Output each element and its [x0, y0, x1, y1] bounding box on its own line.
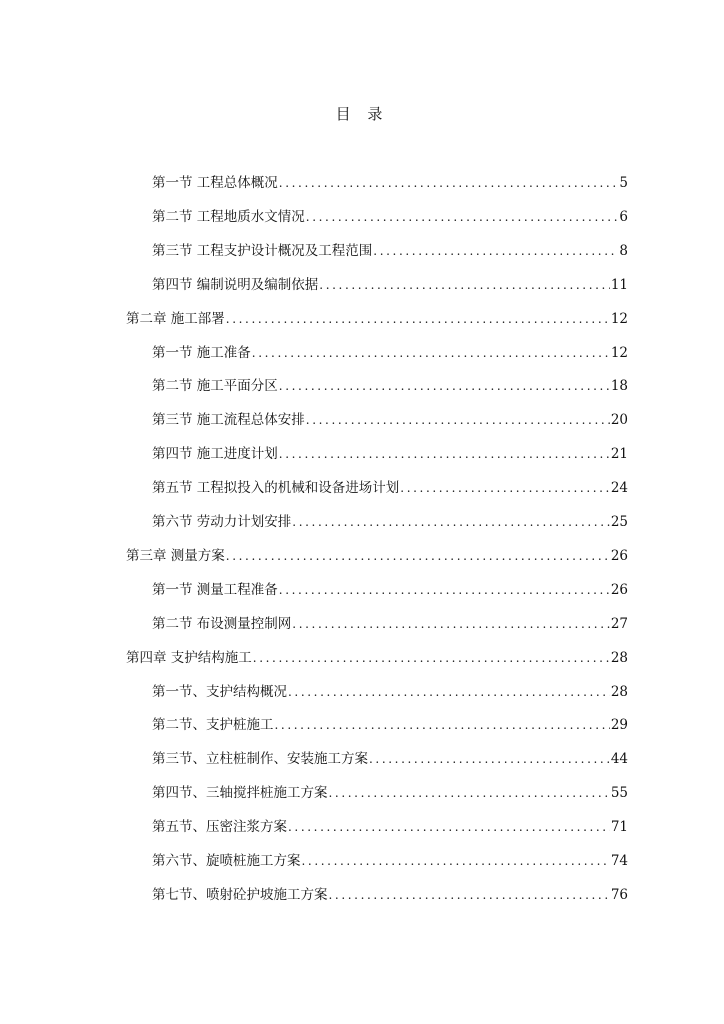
toc-section-entry[interactable] — [152, 478, 628, 498]
toc-page-number: 6 — [619, 209, 628, 225]
toc-dot-leader — [373, 241, 617, 261]
toc-entry-text: 第一节 施工准备 — [152, 345, 251, 361]
toc-section-entry[interactable] — [152, 343, 628, 363]
toc-section-entry[interactable] — [152, 783, 628, 803]
toc-section-entry[interactable] — [152, 851, 628, 871]
toc-page-number: 76 — [610, 887, 628, 903]
toc-entry-text: 第四节、三轴搅拌桩施工方案 — [152, 785, 328, 801]
toc-entry-text: 第二节 工程地质水文情况 — [152, 209, 305, 225]
toc-section-entry[interactable] — [152, 682, 628, 702]
toc-section-entry[interactable] — [152, 715, 628, 735]
toc-entry-text: 第二章 施工部署 — [126, 311, 225, 327]
toc-page-number: 12 — [610, 345, 628, 361]
toc-section-entry[interactable] — [152, 614, 628, 634]
toc-dot-leader — [369, 749, 610, 769]
toc-page-number: 18 — [610, 378, 628, 394]
toc-entry-text: 第五节 工程拟投入的机械和设备进场计划 — [152, 480, 400, 496]
toc-chapter-entry[interactable] — [126, 309, 628, 329]
toc-dot-leader — [292, 512, 610, 532]
toc-dot-leader — [306, 410, 610, 430]
toc-page-number: 74 — [610, 853, 628, 869]
toc-entry-text: 第三节 施工流程总体安排 — [152, 412, 305, 428]
toc-dot-leader — [292, 614, 610, 634]
toc-page-number: 8 — [619, 243, 628, 259]
toc-page-number: 5 — [619, 175, 628, 191]
toc-entry-text: 第七节、喷射砼护坡施工方案 — [152, 887, 328, 903]
toc-page-number: 12 — [610, 311, 628, 327]
toc-dot-leader — [275, 715, 610, 735]
toc-section-entry[interactable] — [152, 410, 628, 430]
toc-dot-leader — [279, 376, 610, 396]
toc-section-entry[interactable] — [152, 275, 628, 295]
toc-title: 目 录 — [335, 105, 389, 123]
toc-entry-text: 第二节、支护桩施工 — [152, 717, 274, 733]
toc-dot-leader — [329, 783, 610, 803]
toc-dot-leader — [306, 207, 617, 227]
toc-dot-leader — [329, 885, 610, 905]
toc-page-number: 26 — [610, 582, 628, 598]
toc-entry-text: 第四节 施工进度计划 — [152, 446, 278, 462]
toc-section-entry[interactable] — [152, 580, 628, 600]
toc-section-entry[interactable] — [152, 512, 628, 532]
toc-page-number: 55 — [610, 785, 628, 801]
toc-dot-leader — [288, 682, 610, 702]
toc-dot-leader — [226, 309, 610, 329]
toc-section-entry[interactable] — [152, 376, 628, 396]
toc-section-entry[interactable] — [152, 241, 628, 261]
toc-entry-text: 第三节 工程支护设计概况及工程范围 — [152, 243, 373, 259]
toc-entry-text: 第三章 测量方案 — [126, 548, 225, 564]
toc-chapter-entry[interactable] — [126, 648, 628, 668]
toc-page-number: 27 — [610, 616, 628, 632]
toc-entry-text: 第四章 支护结构施工 — [126, 650, 252, 666]
toc-chapter-entry[interactable] — [126, 546, 628, 566]
toc-page-number: 21 — [610, 446, 628, 462]
toc-section-entry[interactable] — [152, 173, 628, 193]
toc-section-entry[interactable] — [152, 207, 628, 227]
toc-dot-leader — [226, 546, 610, 566]
toc-dot-leader — [319, 275, 610, 295]
toc-dot-leader — [400, 478, 610, 498]
toc-page-number: 20 — [610, 412, 628, 428]
toc-entry-text: 第五节、压密注浆方案 — [152, 819, 287, 835]
toc-section-entry[interactable] — [152, 817, 628, 837]
toc-page-number: 28 — [610, 650, 628, 666]
toc-page-number: 28 — [610, 684, 628, 700]
toc-page-number: 11 — [610, 277, 628, 293]
toc-page-number: 24 — [610, 480, 628, 496]
toc-dot-leader — [279, 444, 610, 464]
toc-entry-text: 第六节 劳动力计划安排 — [152, 514, 292, 530]
toc-dot-leader — [279, 173, 617, 193]
toc-page-number: 44 — [610, 751, 628, 767]
toc-entry-text: 第一节 工程总体概况 — [152, 175, 278, 191]
toc-page-number: 29 — [610, 717, 628, 733]
toc-page-number: 25 — [610, 514, 628, 530]
toc-entry-text: 第二节 布设测量控制网 — [152, 616, 292, 632]
toc-dot-leader — [279, 580, 610, 600]
toc-entry-text: 第一节、支护结构概况 — [152, 684, 287, 700]
toc-section-entry[interactable] — [152, 444, 628, 464]
toc-entry-text: 第六节、旋喷桩施工方案 — [152, 853, 301, 869]
toc-entry-text: 第一节 测量工程准备 — [152, 582, 278, 598]
toc-dot-leader — [252, 343, 610, 363]
toc-entry-text: 第二节 施工平面分区 — [152, 378, 278, 394]
toc-entry-text: 第四节 编制说明及编制依据 — [152, 277, 319, 293]
toc-section-entry[interactable] — [152, 749, 628, 769]
toc-page-number: 71 — [610, 819, 628, 835]
toc-entry-text: 第三节、立柱桩制作、安装施工方案 — [152, 751, 368, 767]
toc-dot-leader — [253, 648, 610, 668]
toc-page-number: 26 — [610, 548, 628, 564]
toc-dot-leader — [302, 851, 610, 871]
toc-section-entry[interactable] — [152, 885, 628, 905]
toc-dot-leader — [288, 817, 610, 837]
